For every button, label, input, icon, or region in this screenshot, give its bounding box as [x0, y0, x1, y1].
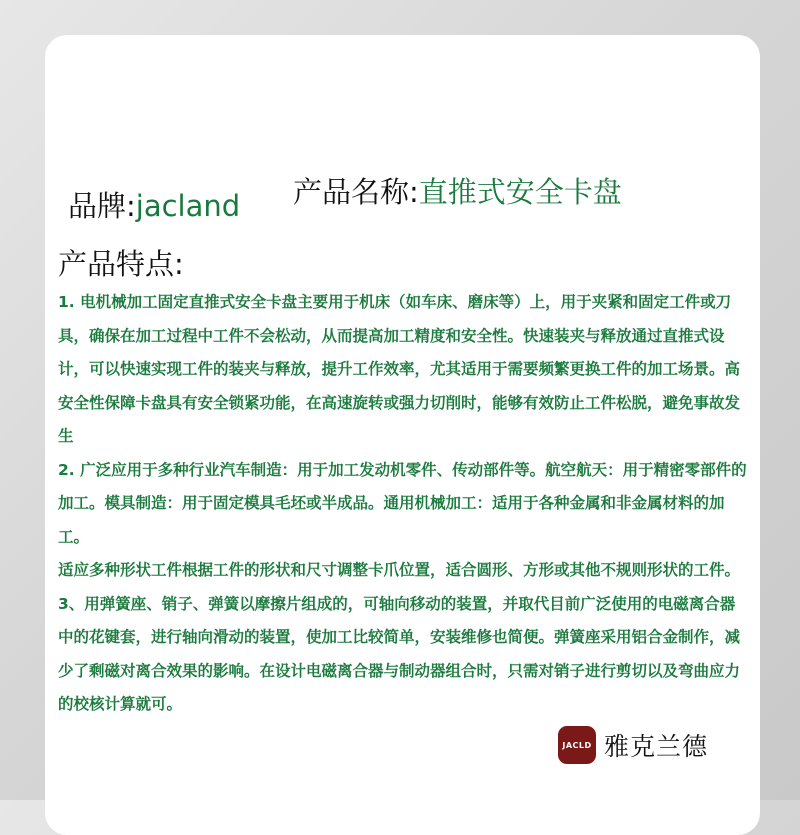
feature-paragraph-4: 3、用弹簧座、销子、弹簧以摩擦片组成的，可轴向移动的装置，并取代目前广泛使用的电磁离合器中的花键套，进行轴向滑动的装置，使加工比较简单，安装维修也简便。弹簧座采用铝合金制作，减少了剩磁对离合效果的影响。在设计电磁离合器与制动器组合时，只需对销子进行剪切以及弯曲应力的校核计算就可。 — [58, 594, 741, 713]
product-name-value: 直推式安全卡盘 — [418, 175, 622, 209]
brand-logo — [558, 726, 708, 764]
brand-value: jacland — [135, 189, 241, 223]
product-name-line — [293, 172, 622, 212]
brand-line — [68, 186, 240, 226]
product-name-label: 产品名称: — [293, 175, 419, 209]
logo-badge-icon: JACLD — [558, 726, 596, 764]
features-list — [58, 286, 748, 722]
features-title: 产品特点: — [58, 247, 184, 281]
logo-name: 雅克兰德 — [604, 732, 709, 761]
feature-paragraph-1: 1. 电机械加工固定直推式安全卡盘主要用于机床（如车床、磨床等）上，用于夹紧和固定工件或刀具，确保在加工过程中工件不会松动，从而提高加工精度和安全性。快速装夹与释放通过直推式设计，可以快速实现工件的装夹与释放，提升工作效率，尤其适用于需要频繁更换工件的加工场景。高安全性保障卡盘具有安全锁紧功能，在高速旋转或强力切削时，能够有效防止工件松脱，避免事故发生 — [58, 293, 741, 445]
feature-paragraph-2: 2. 广泛应用于多种行业汽车制造：用于加工发动机零件、传动部件等。航空航天：用于精密零部件的加工。模具制造：用于固定模具毛坯或半成品。通用机械加工：适用于各种金属和非金属材料的加工。 — [58, 460, 747, 546]
brand-label: 品牌: — [68, 189, 136, 223]
feature-paragraph-3: 适应多种形状工件根据工件的形状和尺寸调整卡爪位置，适合圆形、方形或其他不规则形状的工件。 — [58, 561, 741, 579]
